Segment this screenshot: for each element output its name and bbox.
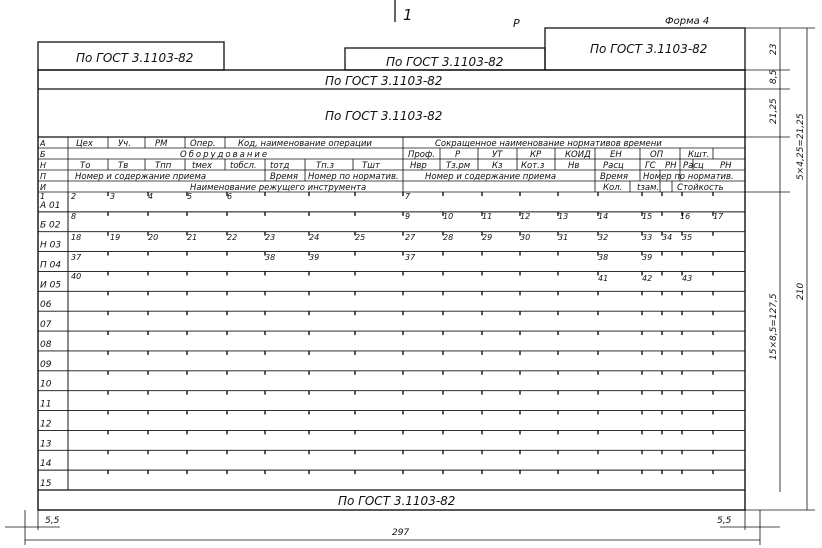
svg-text:5×4,25=21,25: 5×4,25=21,25 [796,113,806,180]
svg-text:297: 297 [392,528,410,538]
svg-text:П: П [40,172,47,181]
svg-text:21,25: 21,25 [769,98,779,124]
svg-text:24: 24 [309,233,320,242]
svg-text:КР: КР [530,150,542,160]
svg-text:3: 3 [110,192,116,201]
form-label: Форма 4 [665,16,710,27]
row-label: 11 [40,399,52,410]
gost-left-text: По ГОСТ 3.1103-82 [76,51,194,65]
row-label: 10 [40,379,52,390]
svg-text:Время: Время [600,172,628,182]
svg-text:20: 20 [148,233,159,242]
svg-text:Тшт: Тшт [362,161,380,171]
svg-text:Номер и содержание приема: Номер и содержание приема [75,172,207,182]
svg-text:ЕН: ЕН [610,150,622,160]
svg-text:РН: РН [720,161,732,171]
svg-text:Номер по норматив.: Номер по норматив. [308,172,399,182]
header-row-i [190,183,724,193]
main-frame [38,70,745,510]
svg-text:22: 22 [227,233,238,242]
svg-text:16: 16 [680,212,691,221]
svg-text:КОИД: КОИД [565,150,591,160]
svg-text:27: 27 [405,233,416,242]
svg-text:Нв: Нв [568,161,580,171]
row-label: 08 [40,339,52,350]
svg-text:6: 6 [227,192,233,201]
svg-text:38: 38 [598,253,609,262]
svg-text:34: 34 [662,233,673,242]
svg-text:tмех: tмех [192,161,213,171]
row-label: П 04 [40,260,62,271]
row-label: И 05 [40,280,62,291]
svg-text:14: 14 [598,212,609,221]
header-row-h [80,161,732,171]
row-label: 15 [40,479,52,489]
svg-text:10: 10 [443,212,454,221]
svg-text:Время: Время [270,172,298,182]
svg-text:tобсл.: tобсл. [230,161,257,171]
svg-text:15: 15 [642,212,653,221]
svg-text:9: 9 [405,212,411,221]
svg-text:39: 39 [309,253,320,262]
svg-text:ОП: ОП [650,150,664,160]
svg-text:РМ: РМ [155,139,168,149]
svg-text:Уч.: Уч. [118,139,131,149]
header-row-b [180,150,709,160]
svg-text:Сокращенное наименование норма: Сокращенное наименование нормативов времени [435,139,662,149]
svg-text:21: 21 [187,233,198,242]
svg-text:23: 23 [769,43,779,55]
svg-text:15×8,5=127,5: 15×8,5=127,5 [769,293,779,360]
row-label: 06 [40,300,52,311]
svg-text:tотд: tотд [270,161,290,171]
svg-text:37: 37 [71,253,82,262]
svg-text:tзам.: tзам. [637,183,660,193]
svg-text:7: 7 [405,192,411,201]
gost-title-text: По ГОСТ 3.1103-82 [325,109,443,123]
svg-text:25: 25 [355,233,366,242]
svg-text:Стойкость: Стойкость [677,183,724,193]
svg-text:43: 43 [682,274,693,283]
svg-text:РН: РН [665,161,677,171]
svg-text:39: 39 [642,253,653,262]
svg-text:Расц: Расц [683,161,704,171]
svg-text:2: 2 [71,192,77,201]
svg-text:19: 19 [110,233,121,242]
row-label: 12 [40,419,52,430]
row-label: 09 [40,359,52,370]
svg-text:29: 29 [482,233,493,242]
svg-text:210: 210 [796,282,806,300]
row-label: 14 [40,459,52,470]
row-label: 07 [40,320,52,331]
field-numbers [40,192,724,283]
svg-text:38: 38 [265,253,276,262]
svg-text:5: 5 [187,192,193,201]
svg-text:А: А [40,139,46,148]
svg-text:Тв: Тв [118,161,129,171]
svg-text:41: 41 [598,274,609,283]
svg-text:Наименование режущего инструме: Наименование режущего инструмента [190,183,367,193]
svg-text:12: 12 [520,212,531,221]
top-mark: 1 [403,6,413,24]
svg-text:1: 1 [40,192,46,201]
svg-text:11: 11 [482,212,493,221]
body-grid [38,192,745,490]
header-row-a [76,139,662,149]
svg-text:Кот.з: Кот.з [521,161,545,171]
svg-text:Опер.: Опер. [190,139,216,149]
gost-strip-text: По ГОСТ 3.1103-82 [325,74,443,88]
svg-text:42: 42 [642,274,653,283]
svg-text:Тпп: Тпп [155,161,172,171]
svg-text:Расц: Расц [603,161,624,171]
svg-text:То: То [80,161,91,171]
svg-text:Проф.: Проф. [408,150,435,160]
svg-text:Тз.рм: Тз.рм [446,161,471,171]
svg-text:8: 8 [71,212,77,221]
gost-mid-text: По ГОСТ 3.1103-82 [386,55,504,69]
svg-text:17: 17 [713,212,724,221]
svg-text:Нвр: Нвр [410,161,427,171]
svg-text:Н: Н [40,161,47,170]
svg-text:8,5: 8,5 [769,69,779,84]
svg-text:И: И [40,183,46,192]
svg-text:Кз: Кз [492,161,503,171]
svg-text:Кшт.: Кшт. [688,150,710,160]
svg-text:Номер по норматив.: Номер по норматив. [643,172,734,182]
row-label: А 01 [40,200,61,211]
gost-right-text: По ГОСТ 3.1103-82 [590,42,708,56]
svg-text:Номер и содержание приема: Номер и содержание приема [425,172,557,182]
svg-text:23: 23 [265,233,276,242]
svg-text:ГС: ГС [645,161,656,171]
row-label: Н 03 [40,240,62,251]
dim-labels [769,43,806,360]
svg-text:32: 32 [598,233,609,242]
row-label: 13 [40,439,52,450]
header-row-p [75,172,734,182]
svg-text:40: 40 [71,272,82,281]
svg-text:Б: Б [40,150,46,159]
svg-text:18: 18 [71,233,82,242]
svg-text:Цех: Цех [76,139,93,149]
svg-text:30: 30 [520,233,531,242]
gost-bottom-text: По ГОСТ 3.1103-82 [338,494,456,508]
svg-text:28: 28 [443,233,454,242]
svg-text:Код, наименование операции: Код, наименование операции [238,139,372,149]
bottom-dim-labels [45,516,732,538]
svg-text:УТ: УТ [492,150,503,160]
svg-text:5,5: 5,5 [45,516,60,526]
svg-text:Оборудование: Оборудование [180,150,270,160]
right-dimensions [745,28,815,510]
letter-p: Р [513,17,520,30]
svg-text:13: 13 [558,212,569,221]
svg-text:33: 33 [642,233,653,242]
svg-text:35: 35 [682,233,693,242]
svg-text:37: 37 [405,253,416,262]
row-label: Б 02 [40,220,61,231]
svg-text:5,5: 5,5 [717,516,732,526]
svg-text:Р: Р [455,150,461,160]
svg-text:Кол.: Кол. [603,183,623,193]
svg-text:Тп.з: Тп.з [316,161,334,171]
svg-text:31: 31 [558,233,569,242]
svg-text:4: 4 [148,192,154,201]
